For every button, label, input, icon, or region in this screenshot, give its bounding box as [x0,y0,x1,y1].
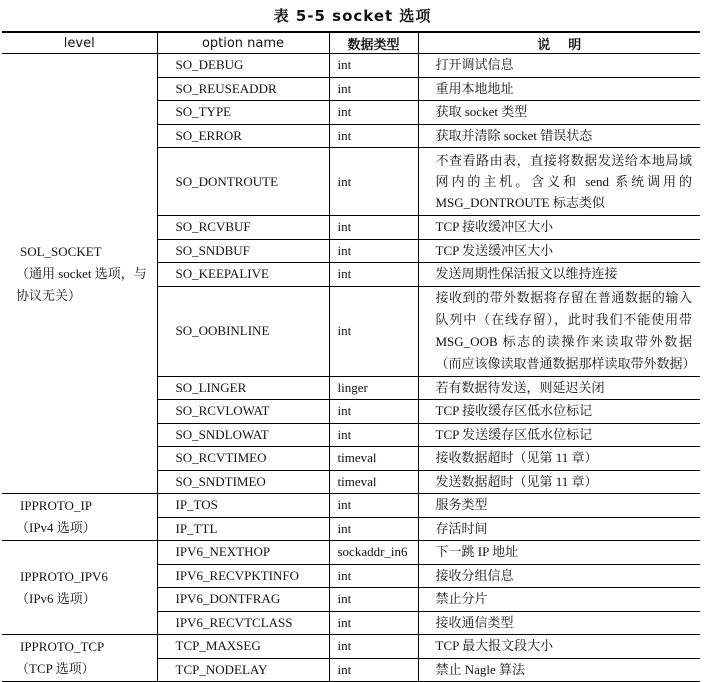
table-body [2,54,700,682]
data-type-cell: int [329,517,418,541]
description-cell: TCP 最大报文段大小 [418,635,700,659]
data-type-cell: int [329,564,418,588]
data-type-cell: int [329,658,418,682]
option-name-cell: SO_DONTROUTE [157,148,329,216]
description-cell: 禁止分片 [418,588,700,612]
option-name-cell: SO_TYPE [157,101,329,125]
data-type-cell: linger [329,376,418,400]
option-name-cell: SO_DEBUG [157,54,329,78]
description-cell: 打开调试信息 [418,54,700,78]
description-cell: TCP 接收缓冲区大小 [418,216,700,240]
option-name-cell: SO_SNDBUF [157,239,329,263]
data-type-cell: int [329,635,418,659]
data-type-cell: int [329,77,418,101]
data-type-cell: int [329,423,418,447]
level-name: SOL_SOCKET [20,243,102,259]
level-note: （IPv4 选项） [16,520,96,535]
description-cell: 发送周期性保活报文以维持连接 [418,263,700,287]
level-cell [2,54,157,494]
data-type-cell: int [329,216,418,240]
description-cell: TCP 发送缓冲区大小 [418,239,700,263]
data-type-cell: int [329,611,418,635]
description-cell: 接收数据超时（见第 11 章） [418,447,700,471]
level-note: （IPv6 选项） [16,590,96,606]
data-type-cell: int [329,263,418,287]
description-cell: 发送数据超时（见第 11 章） [418,470,700,494]
data-type-cell: int [329,54,418,78]
description-cell: 若有数据待发送，则延迟关闭 [418,376,700,400]
option-name-cell: SO_OOBINLINE [157,286,329,376]
data-type-cell: sockaddr_in6 [329,541,418,565]
description-cell: 接收到的带外数据将存留在普通数据的输入队列中（在线存留），此时我们不能使用带 MSG_OOB 标志的读操作来读取带外数据（而应该像读取普通数据那样读取带外数据） [418,286,700,376]
level-name: IPPROTO_IPV6 [20,568,108,584]
level-cell [2,635,157,682]
header-option-name: option name [157,32,329,54]
description-cell: 获取 socket 类型 [418,101,700,125]
header-level: level [2,32,157,54]
data-type-cell: int [329,239,418,263]
option-name-cell: TCP_MAXSEG [157,635,329,659]
option-name-cell: IPV6_NEXTHOP [157,541,329,565]
option-name-cell: SO_REUSEADDR [157,77,329,101]
table-row [2,494,700,518]
table-title: 表 5-5 socket 选项 [273,7,432,25]
description-cell: 不查看路由表，直接将数据发送给本地局域网内的主机。含义和 send 系统调用的 MSG_DONTROUTE 标志类似 [418,148,700,216]
description-cell: 服务类型 [418,494,700,518]
description-cell: 获取并清除 socket 错误状态 [418,124,700,148]
data-type-cell: int [329,148,418,216]
description-cell: 存活时间 [418,517,700,541]
option-name-cell: IPV6_DONTFRAG [157,588,329,612]
table-header-row [2,32,700,54]
data-type-cell: int [329,286,418,376]
level-note: （通用 socket 选项，与协议无关） [16,265,147,303]
option-name-cell: SO_RCVLOWAT [157,400,329,424]
data-type-cell: timeval [329,470,418,494]
option-name-cell: SO_RCVBUF [157,216,329,240]
description-cell: TCP 发送缓存区低水位标记 [418,423,700,447]
option-name-cell: IP_TTL [157,517,329,541]
table-row [2,541,700,565]
description-cell: TCP 接收缓存区低水位标记 [418,400,700,424]
description-cell: 重用本地地址 [418,77,700,101]
table-row [2,54,700,78]
description-cell: 下一跳 IP 地址 [418,541,700,565]
option-name-cell: TCP_NODELAY [157,658,329,682]
option-name-cell: SO_SNDTIMEO [157,470,329,494]
option-name-cell: SO_KEEPALIVE [157,263,329,287]
description-cell: 接收通信类型 [418,611,700,635]
table-row [2,635,700,659]
data-type-cell: int [329,124,418,148]
level-cell [2,541,157,635]
option-name-cell: SO_LINGER [157,376,329,400]
description-cell: 接收分组信息 [418,564,700,588]
option-name-cell: IP_TOS [157,494,329,518]
option-name-cell: IPV6_RECVTCLASS [157,611,329,635]
level-name: IPPROTO_TCP [20,639,105,654]
option-name-cell: IPV6_RECVPKTINFO [157,564,329,588]
header-description: 说 明 [418,32,700,54]
data-type-cell: int [329,400,418,424]
data-type-cell: int [329,588,418,612]
option-name-cell: SO_SNDLOWAT [157,423,329,447]
option-name-cell: SO_RCVTIMEO [157,447,329,471]
level-name: IPPROTO_IP [20,498,93,513]
header-data-type: 数据类型 [329,32,418,54]
data-type-cell: int [329,494,418,518]
level-cell [2,494,157,541]
socket-options-table [2,31,700,682]
option-name-cell: SO_ERROR [157,124,329,148]
description-cell: 禁止 Nagle 算法 [418,658,700,682]
data-type-cell: int [329,101,418,125]
level-note: （TCP 选项） [16,661,95,676]
data-type-cell: timeval [329,447,418,471]
